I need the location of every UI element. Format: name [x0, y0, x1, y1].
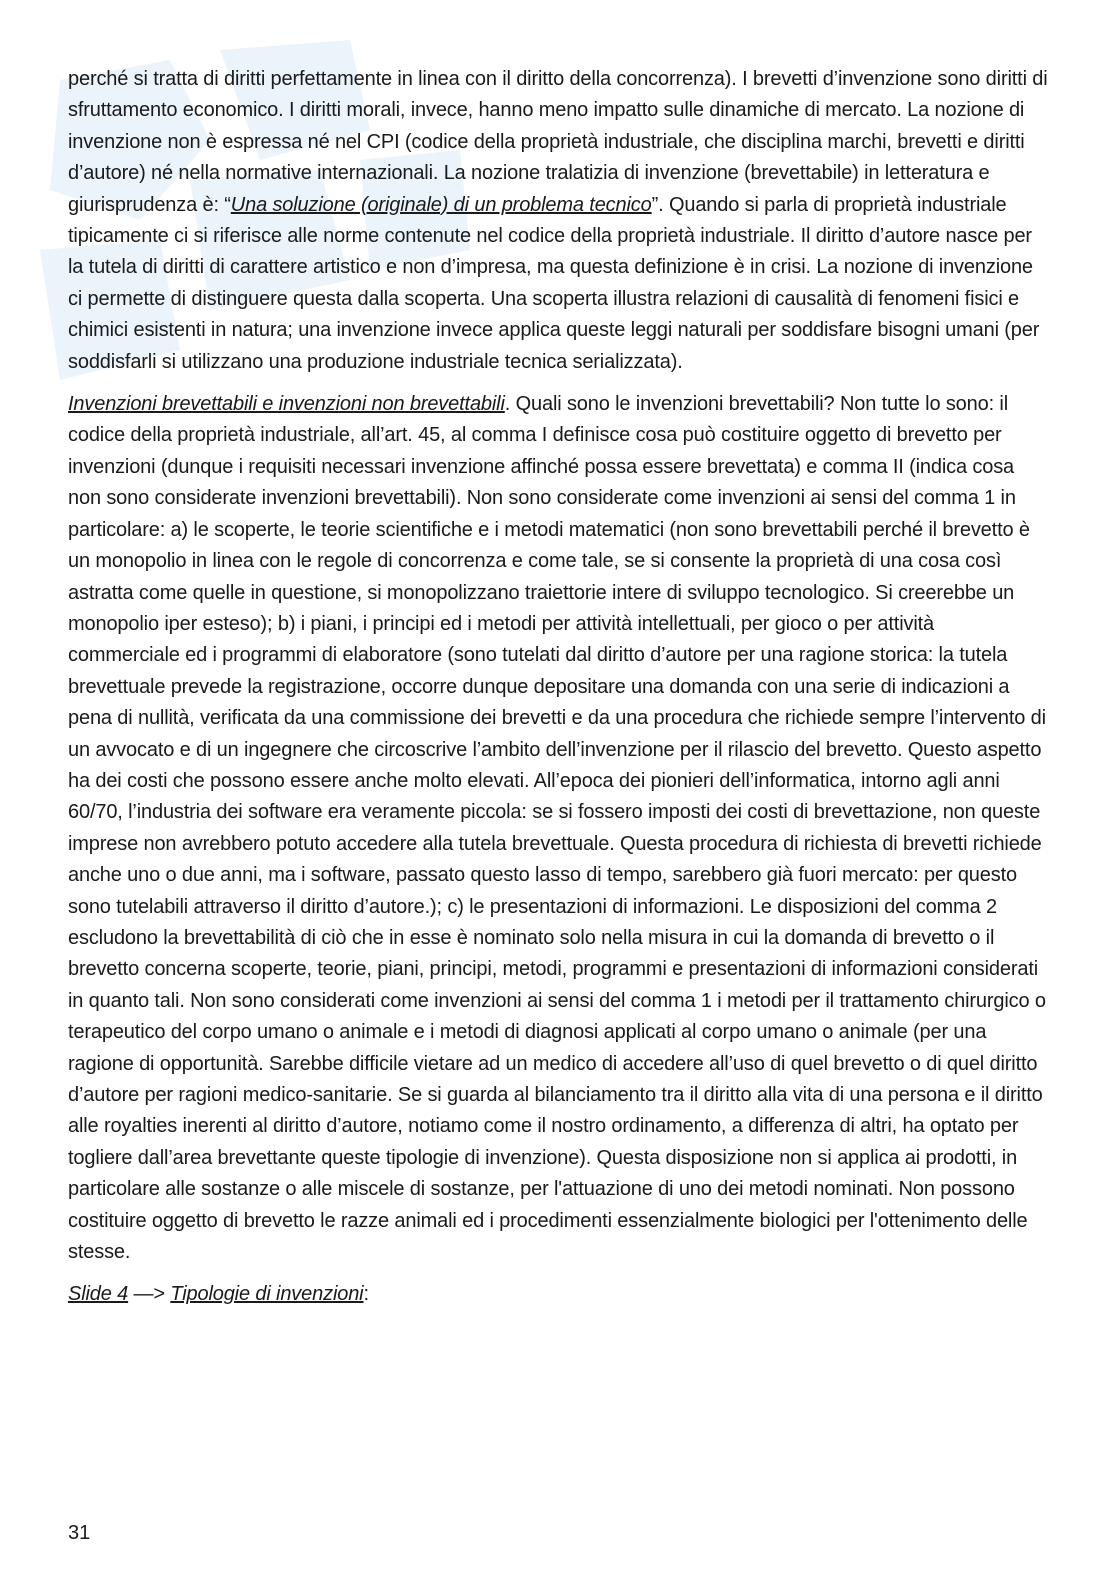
paragraph-text: ”. Quando si parla di proprietà industriale tipicamente ci si riferisce alle norme contenute nel codice della proprietà industriale. Il diritto d’autore nasce per la tutela di diritti di carattere artistico e non d’impresa, ma questa definizione è in crisi. La nozione di invenzione ci permette di distinguere questa dalla scoperta. Una scoperta illustra relazioni di causalità di fenomeni fisici e chimici esistenti in natura; una invenzione invece applica queste leggi naturali per soddisfare bisogni umani (per soddisfarli si utilizzano una produzione industriale tecnica serializzata).	[68, 193, 1040, 373]
paragraph-patentable-inventions	[68, 389, 1048, 1268]
invention-definition: Una soluzione (originale) di un problema tecnico	[230, 193, 652, 216]
arrow-text: —>	[128, 1283, 171, 1306]
paragraph-invention-notion	[68, 64, 1048, 378]
topic-heading: Tipologie di invenzioni	[170, 1283, 364, 1306]
paragraph-text: . Quali sono le invenzioni brevettabili? Non tutte lo sono: il codice della proprietà industriale, all’art. 45, al comma I definisce cosa può costituire oggetto di brevetto per invenzioni (dunque i requisiti necessari invenzione affinché possa essere brevettata) e comma II (indica cosa non sono considerate invenzioni brevettabili). Non sono considerate come invenzioni ai sensi del comma 1 in particolare: a) le scoperte, le teorie scientifiche e i metodi matematici (non sono brevettabili perché il brevetto è un monopolio in linea con le regole di concorrenza e come tale, se si consente la proprietà di una cosa così astratta come quelle in questione, si monopolizzano traiettorie intere di sviluppo tecnologico. Si creerebbe un monopolio iper esteso); b) i piani, i principi ed i metodi per attività intellettuali, per gioco o per attività commerciale ed i programmi di elaboratore (sono tutelati dal diritto d’autore per una ragione storica: la tutela brevettuale prevede la registrazione, occorre dunque depositare una domanda con una serie di indicazioni a pena di nullità, verificata da una commissione dei brevetti e da una procedura che richiede sempre l’intervento di un avvocato e di un ingegnere che circoscrive l’ambito dell’invenzione per il rilascio del brevetto. Questo aspetto ha dei costi che possono essere anche molto elevati. All’epoca dei pionieri dell’informatica, intorno agli anni 60/70, l’industria dei software era veramente piccola: se si fossero imposti dei costi di brevettazione, non queste imprese non avrebbero potuto accedere alla tutela brevettuale. Questa procedura di richiesta di brevetti richiede anche uno o due anni, ma i software, passato questo lasso di tempo, sarebbero già fuori mercato: per questo sono tutelabili attraverso il diritto d’autore.); c) le presentazioni di informazioni. Le disposizioni del comma 2 escludono la brevettabilità di ciò che in esse è nominato solo nella misura in cui la domanda di brevetto o il brevetto concerna scoperte, teorie, piani, principi, metodi, programmi e presentazioni di informazioni considerati in quanto tali. Non sono considerati come invenzioni ai sensi del comma 1 i metodi per il trattamento chirurgico o terapeutico del corpo umano o animale e i metodi di diagnosi applicati al corpo umano o animale (per una ragione di opportunità. Sarebbe difficile vietare ad un medico di accedere all’uso di quel brevetto o di quel diritto d’autore per ragioni medico-sanitarie. Se si guarda al bilanciamento tra il diritto alla vita di una persona e il diritto alle royalties inerenti al diritto d’autore, notiamo come il nostro ordinamento, a differenza di altri, ha optato per togliere dall’area brevettante queste tipologie di invenzione). Questa disposizione non si applica ai prodotti, in particolare alle sostanze o alle miscele di sostanze, per l'attuazione di uno dei metodi nominati. Non possono costituire oggetto di brevetto le razze animali ed i procedimenti essenzialmente biologici per l'ottenimento delle stesse.	[68, 393, 1046, 1264]
paragraph-text: perché si tratta di diritti perfettamente in linea con il diritto della concorrenza). I brevetti d’invenzione sono diritti di sfruttamento economico. I diritti morali, invece, hanno meno impatto sulle dinamiche di mercato. La nozione di invenzione non è espressa né nel CPI (codice della proprietà industriale, che disciplina marchi, brevetti e diritti d’autore) né nella normative internazionali. La nozione tralatizia di invenzione (brevettabile) in letteratura e giurisprudenza è: “	[68, 68, 1048, 216]
main-text	[68, 64, 1048, 1322]
slide-label: Slide 4	[68, 1283, 129, 1306]
section-heading: Invenzioni brevettabili e invenzioni non brevettabili	[68, 393, 505, 416]
page-number: 31	[68, 1522, 91, 1544]
colon-text: :	[363, 1283, 369, 1306]
slide-reference-line	[68, 1279, 1048, 1310]
